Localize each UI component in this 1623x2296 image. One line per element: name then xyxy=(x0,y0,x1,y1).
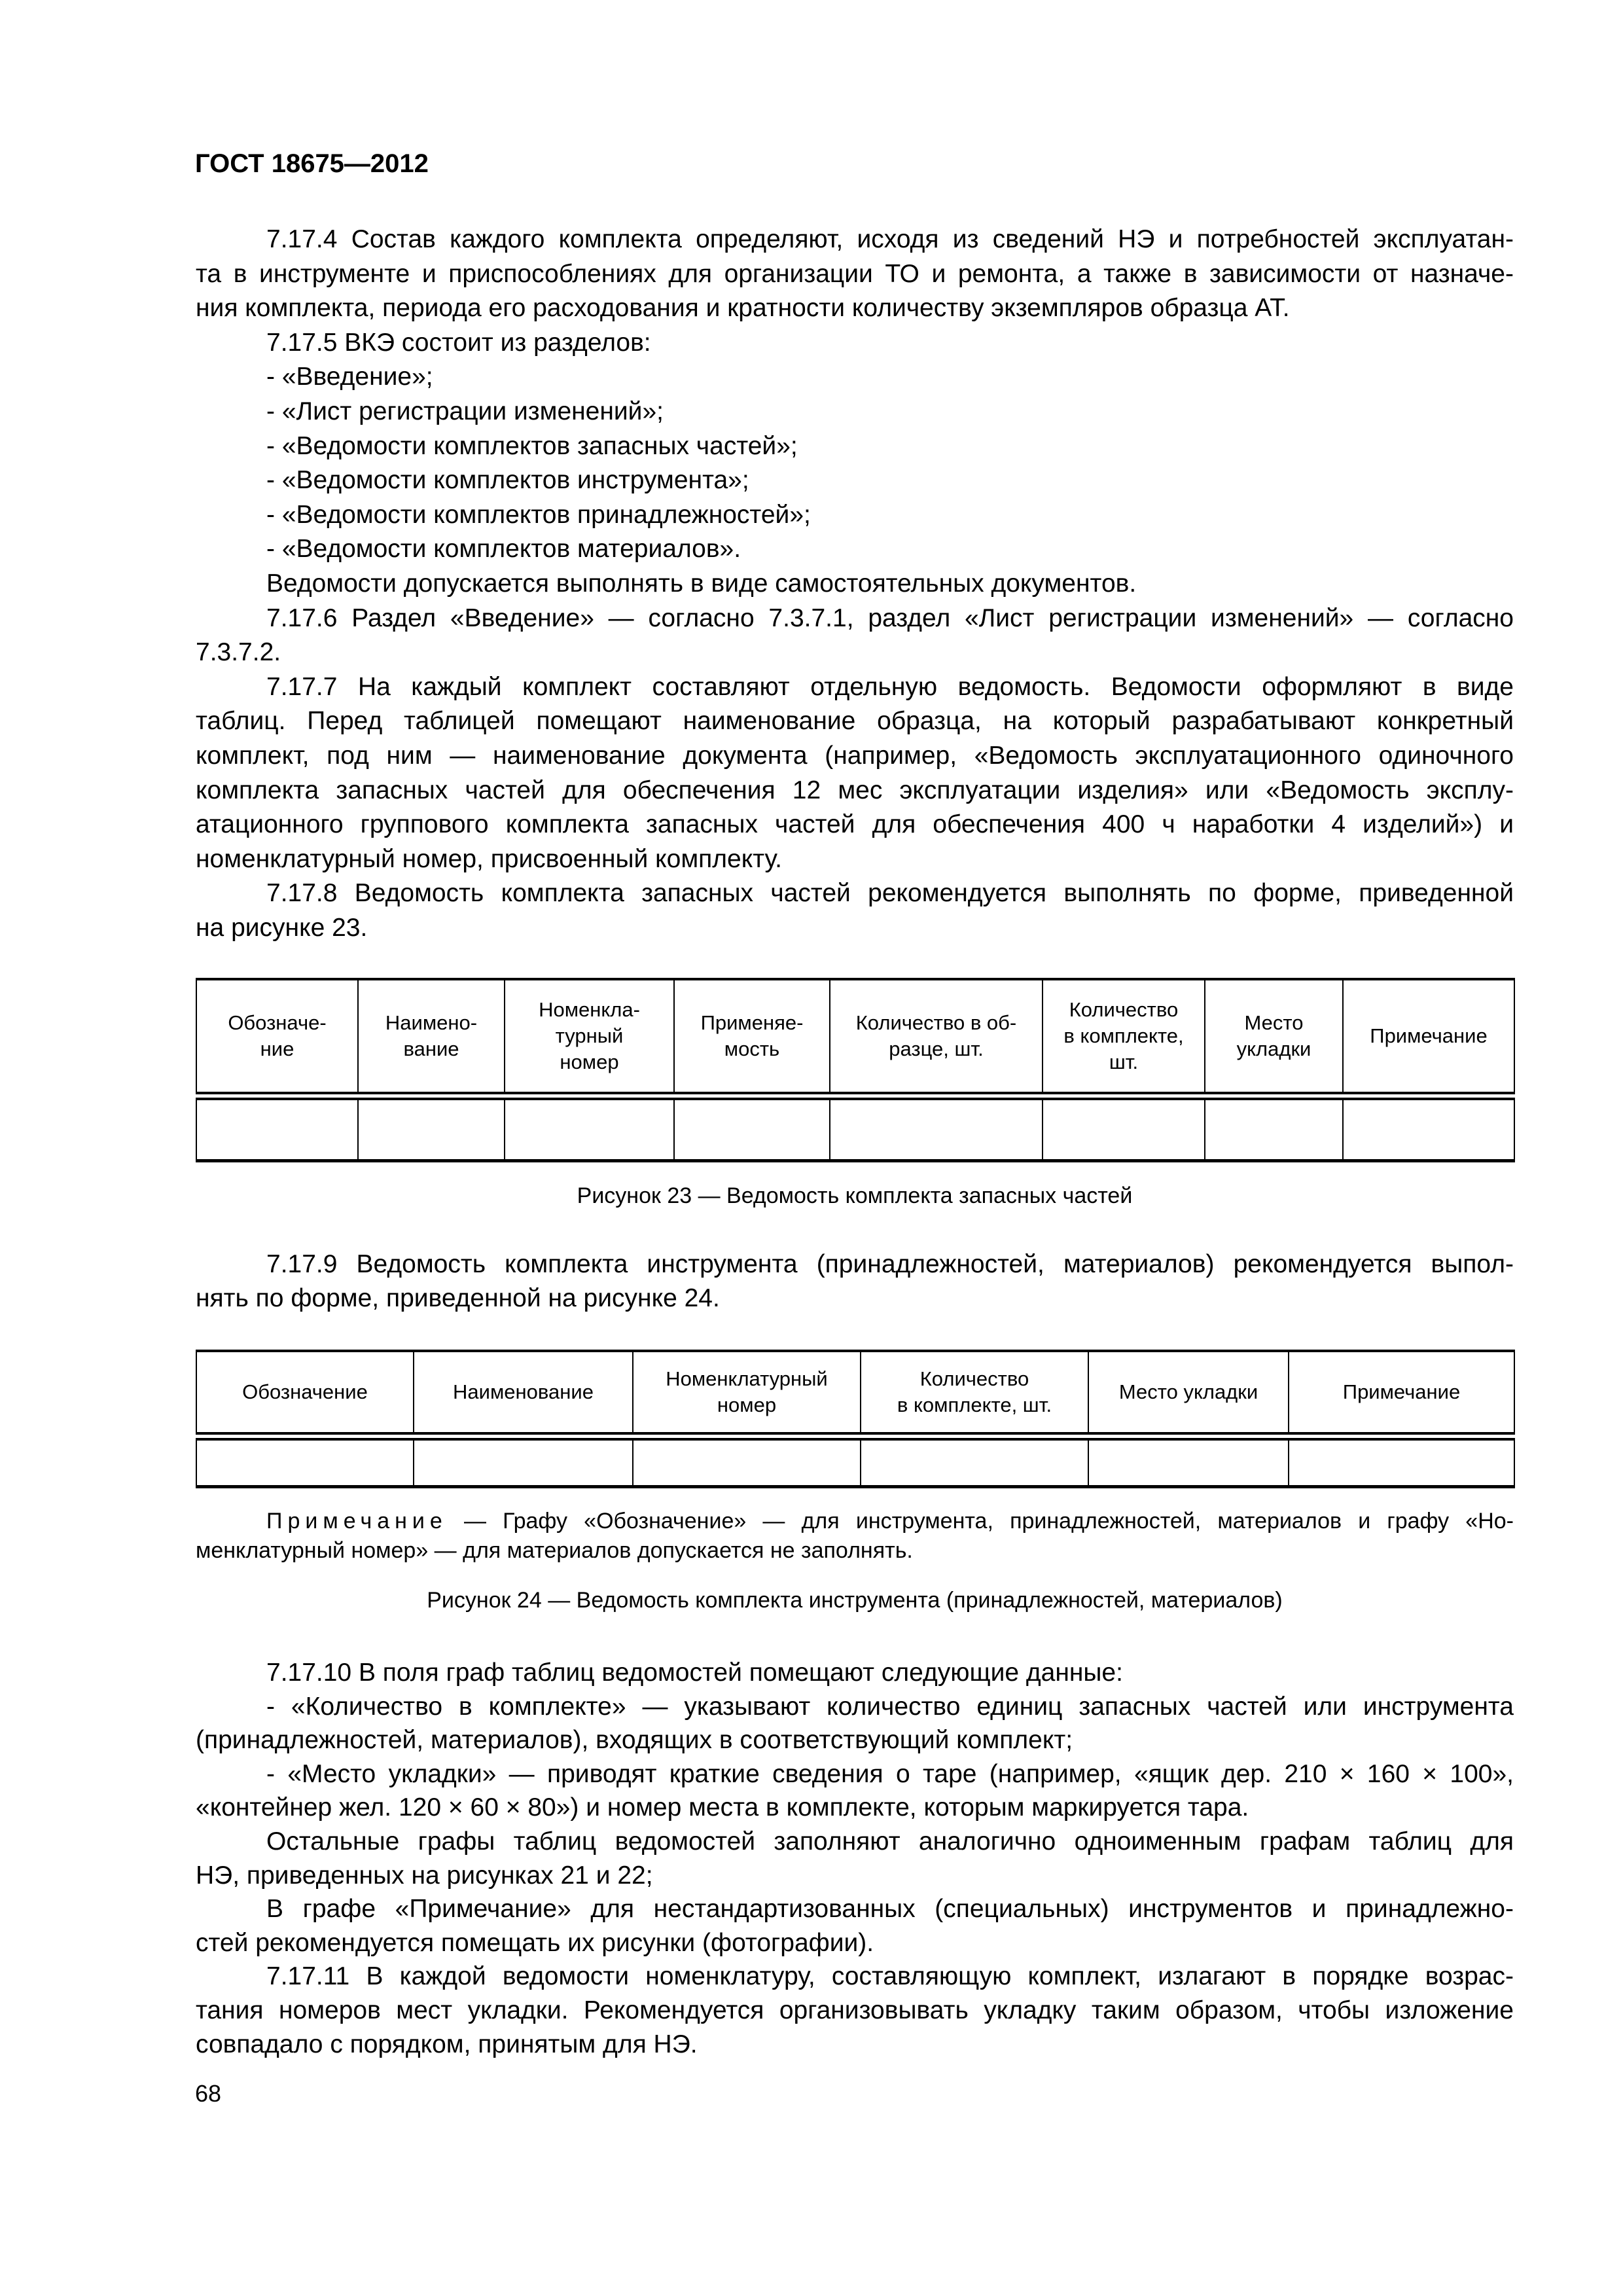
figure-23-caption: Рисунок 23 — Ведомость комплекта запасных частей xyxy=(577,1183,1133,1208)
paragraph xyxy=(196,395,1514,429)
table-cell xyxy=(861,1439,1088,1487)
column-header: Примечание xyxy=(1289,1351,1514,1433)
table-cell xyxy=(830,1099,1043,1161)
section-7-17-4-to-7-17-8 xyxy=(196,223,1514,945)
text-line: таблиц. Перед таблицей помещают наименование образца, на который разрабатывают конкретный xyxy=(196,707,1514,736)
column-header: Место укладки xyxy=(1088,1351,1289,1433)
text-line: атационного группового комплекта запасных частей для обеспечения 400 ч наработки 4 изделий») и xyxy=(196,810,1514,839)
paragraph xyxy=(196,1825,1514,1892)
text-line: - «Лист регистрации изменений»; xyxy=(266,397,664,425)
paragraph xyxy=(196,1757,1514,1825)
text-line: 7.17.5 ВКЭ состоит из разделов: xyxy=(266,328,651,357)
paragraph xyxy=(196,876,1514,945)
column-header: Номенкла- турный номер xyxy=(505,979,674,1093)
column-header: Количество в комплекте, шт. xyxy=(861,1351,1088,1433)
text-line: стей рекомендуется помещать их рисунки (фотографии). xyxy=(196,1928,874,1957)
text-line: 7.17.8 Ведомость комплекта запасных частей рекомендуется выполнять по форме, приведенной xyxy=(266,879,1514,908)
text-line: - «Введение»; xyxy=(266,363,433,391)
text-line: 7.17.10 В поля граф таблиц ведомостей помещают следующие данные: xyxy=(266,1659,1123,1687)
paragraph xyxy=(196,463,1514,498)
text-line: - «Количество в комплекте» — указывают количество единиц запасных частей или инструмента xyxy=(266,1692,1514,1721)
column-header: Место укладки xyxy=(1205,979,1343,1093)
column-header: Количество в об- разце, шт. xyxy=(830,979,1043,1093)
column-header: Номенклатурный номер xyxy=(633,1351,861,1433)
table-empty-row xyxy=(196,1099,1514,1161)
text-line: - «Ведомости комплектов принадлежностей»; xyxy=(266,500,811,529)
paragraph xyxy=(196,670,1514,877)
text-line: «контейнер жел. 120 × 60 × 80») и номер места в комплекте, которым маркируется тара. xyxy=(196,1793,1249,1822)
paragraph xyxy=(196,429,1514,464)
paragraph xyxy=(196,1690,1514,1757)
column-header: Примечание xyxy=(1343,979,1514,1093)
paragraph xyxy=(196,360,1514,395)
note-text-line-1: — Графу «Обозначение» — для инструмента, принадлежностей, материалов и графу «Но- xyxy=(447,1509,1514,1534)
text-line: В графе «Примечание» для нестандартизованных (специальных) инструментов и принадлежно- xyxy=(266,1895,1514,1924)
text-line: комплект, под ним — наименование документа (например, «Ведомость эксплуатационного одиночного xyxy=(196,741,1514,770)
column-header: Количество в комплекте, шт. xyxy=(1043,979,1205,1093)
page-number: 68 xyxy=(195,2080,222,2107)
text-line: - «Ведомости комплектов запасных частей»; xyxy=(266,431,798,460)
table-cell xyxy=(414,1439,633,1487)
paragraph xyxy=(196,1960,1514,2061)
figure-24-note xyxy=(196,1507,1514,1566)
paragraph xyxy=(196,326,1514,361)
table-cell xyxy=(196,1439,414,1487)
text-line: совпадало с порядком, принятым для НЭ. xyxy=(196,2030,698,2058)
figure-24-caption: Рисунок 24 — Ведомость комплекта инструмента (принадлежностей, материалов) xyxy=(427,1588,1283,1613)
text-line: Ведомости допускается выполнять в виде самостоятельных документов. xyxy=(266,569,1137,598)
paragraph xyxy=(196,1892,1514,1960)
text-line: номенклатурный номер, присвоенный комплекту. xyxy=(196,844,782,873)
text-line: комплекта запасных частей для обеспечения 12 мес эксплуатации изделия» или «Ведомость эксплу- xyxy=(196,776,1514,804)
figure-24-tools-table xyxy=(196,1350,1515,1488)
text-line: 7.3.7.2. xyxy=(196,638,281,667)
table-empty-row xyxy=(196,1439,1514,1487)
text-line: тания номеров мест укладки. Рекомендуется организовывать укладку таким образом, чтобы изложение xyxy=(196,1996,1514,2024)
table-cell xyxy=(505,1099,674,1161)
text-line: Остальные графы таблиц ведомостей заполняют аналогично одноименным графам таблиц для xyxy=(266,1827,1514,1856)
note-label: Примечание xyxy=(266,1509,448,1534)
paragraph xyxy=(196,532,1514,567)
table-cell xyxy=(358,1099,505,1161)
text-line: ния комплекта, периода его расходования и кратности количеству экземпляров образца АТ. xyxy=(196,294,1290,323)
paragraph xyxy=(196,1247,1514,1316)
text-line: - «Место укладки» — приводят краткие сведения о таре (например, «ящик дер. 210 × 160 × 100», xyxy=(266,1759,1514,1788)
paragraph xyxy=(196,223,1514,326)
table-cell xyxy=(1043,1099,1205,1161)
column-header: Наимено- вание xyxy=(358,979,505,1093)
text-line: 7.17.9 Ведомость комплекта инструмента (принадлежностей, материалов) рекомендуется выпол- xyxy=(266,1250,1514,1278)
text-line: - «Ведомости комплектов материалов». xyxy=(266,535,741,564)
text-line: на рисунке 23. xyxy=(196,913,368,942)
text-line: та в инструменте и приспособлениях для организации ТО и ремонта, а также в зависимости от назначе- xyxy=(196,259,1514,288)
document-header: ГОСТ 18675—2012 xyxy=(195,149,429,178)
table-cell xyxy=(1289,1439,1514,1487)
figure-23-spare-parts-table xyxy=(196,978,1515,1162)
note-text-line-2: менклатурный номер» — для материалов допускается не заполнять. xyxy=(196,1538,913,1563)
text-line: 7.17.11 В каждой ведомости номенклатуру, составляющую комплект, излагают в порядке возрас- xyxy=(266,1962,1514,1991)
column-header: Наименование xyxy=(414,1351,633,1433)
table-header-row xyxy=(196,1351,1514,1433)
paragraph xyxy=(196,1656,1514,1690)
text-line: НЭ, приведенных на рисунках 21 и 22; xyxy=(196,1861,653,1890)
text-line: 7.17.7 На каждый комплект составляют отдельную ведомость. Ведомости оформляют в виде xyxy=(266,672,1514,701)
table-cell xyxy=(1343,1099,1514,1161)
paragraph xyxy=(196,498,1514,533)
section-7-17-10-to-7-17-11 xyxy=(196,1656,1514,2061)
paragraph xyxy=(196,601,1514,670)
text-line: - «Ведомости комплектов инструмента»; xyxy=(266,466,749,495)
table-cell xyxy=(196,1099,358,1161)
text-line: 7.17.6 Раздел «Введение» — согласно 7.3.7.1, раздел «Лист регистрации изменений» — согласно xyxy=(266,603,1514,632)
table-cell xyxy=(633,1439,861,1487)
table-header-row xyxy=(196,979,1514,1093)
table-cell xyxy=(1205,1099,1343,1161)
text-line: нять по форме, приведенной на рисунке 24. xyxy=(196,1284,720,1312)
column-header: Обозначе- ние xyxy=(196,979,358,1093)
paragraph xyxy=(196,567,1514,601)
table-cell xyxy=(674,1099,830,1161)
table-cell xyxy=(1088,1439,1289,1487)
column-header: Применяе- мость xyxy=(674,979,830,1093)
column-header: Обозначение xyxy=(196,1351,414,1433)
text-line: (принадлежностей, материалов), входящих в соответствующий комплект; xyxy=(196,1726,1073,1755)
section-7-17-9 xyxy=(196,1247,1514,1316)
text-line: 7.17.4 Состав каждого комплекта определяют, исходя из сведений НЭ и потребностей эксплуатан- xyxy=(266,225,1514,253)
